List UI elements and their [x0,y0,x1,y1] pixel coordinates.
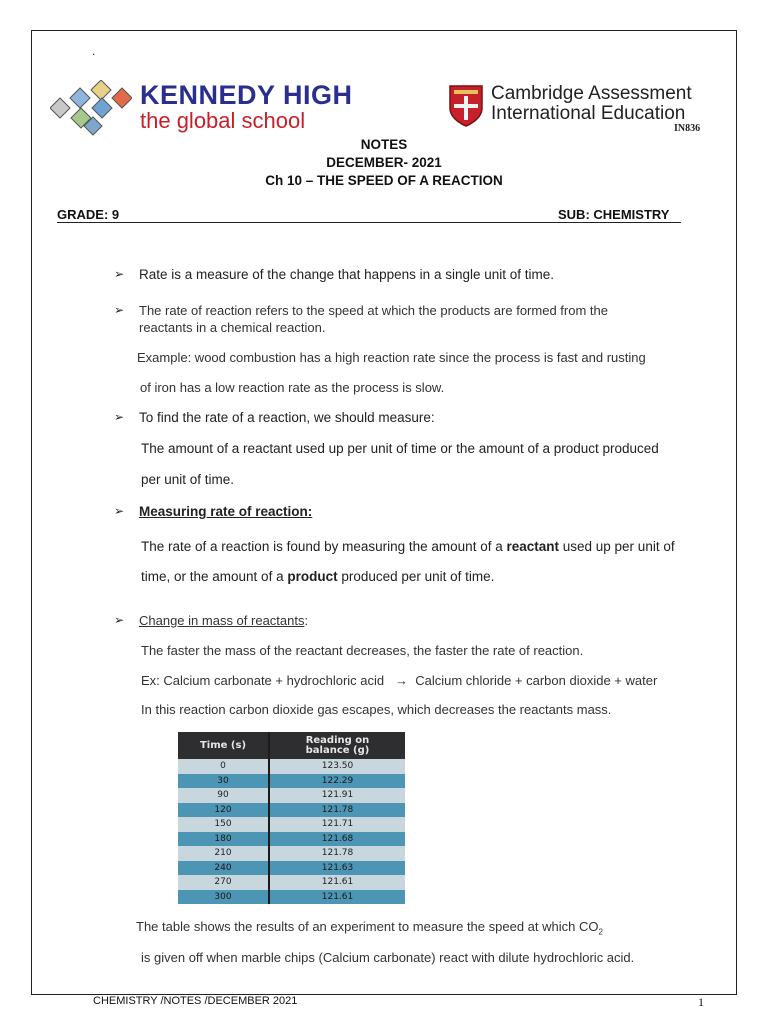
table-row [178,817,405,832]
table-row [178,890,405,905]
caption-line2: is given off when marble chips (Calcium carbonate) react with dilute hydrochloric acid. [141,950,635,965]
table-row [178,875,405,890]
measuring-rate-heading: Measuring rate of reaction: [139,504,313,519]
time-cell: 90 [178,788,269,803]
table-row [178,774,405,789]
example-line1: Example: wood combustion has a high reaction rate since the process is fast and rusting [137,350,646,365]
measuring-rate-line2: time, or the amount of a product produced per unit of time. [141,569,495,584]
time-cell: 240 [178,861,269,876]
bullet-arrow-icon: ➢ [114,303,125,317]
bullet-arrow-icon: ➢ [114,410,125,424]
board-code: IN836 [674,123,701,134]
reading-cell: 121.61 [269,875,405,890]
table-header-time: Time (s) [178,732,269,759]
kennedy-high-logo-icon [50,80,132,136]
school-name: KENNEDY HIGH [140,80,353,110]
reading-cell: 121.68 [269,832,405,847]
subject-label: SUB: CHEMISTRY [558,207,670,222]
table-row [178,788,405,803]
bullet-find-rate: To find the rate of a reaction, we should measure: [139,410,435,425]
page-number: 1 [698,995,704,1009]
board-name-line2: International Education [491,103,686,124]
table-row [178,861,405,876]
bullet-arrow-icon: ➢ [114,613,125,627]
bullet-rate-of-reaction-line2: reactants in a chemical reaction. [139,320,326,335]
bullet-arrow-icon: ➢ [114,267,125,281]
reading-cell: 121.78 [269,803,405,818]
measure-line2: per unit of time. [141,472,235,487]
mass-reading-table [178,732,405,904]
chapter-heading: Ch 10 – THE SPEED OF A REACTION [265,173,503,188]
bullet-arrow-icon: ➢ [114,504,125,518]
reaction-equation: Ex: Calcium carbonate + hydrochloric acid → Calcium chloride + carbon dioxide + water [141,673,658,688]
reading-cell: 121.78 [269,846,405,861]
board-name-line1: Cambridge Assessment [491,83,692,104]
cambridge-shield-icon [448,84,484,128]
bullet-rate-of-reaction-line1: The rate of reaction refers to the speed at which the products are formed from the [139,303,608,318]
time-cell: 300 [178,890,269,905]
change-in-mass-heading: Change in mass of reactants: [139,613,309,628]
bullet-rate-definition: Rate is a measure of the change that happens in a single unit of time. [139,267,555,282]
measuring-rate-line1: The rate of a reaction is found by measuring the amount of a reactant used up per unit of [141,539,675,554]
reading-cell: 121.71 [269,817,405,832]
date-heading: DECEMBER- 2021 [326,155,442,170]
time-cell: 210 [178,846,269,861]
measure-line1: The amount of a reactant used up per unit of time or the amount of a product produced [141,441,659,456]
reading-cell: 121.61 [269,890,405,905]
caption-line1: The table shows the results of an experiment to measure the speed at which $CO_2$ [136,919,603,937]
header-rule [57,222,681,223]
table-row [178,832,405,847]
time-cell: 30 [178,774,269,789]
product-bold: product [287,569,338,584]
table-header-row [178,732,405,759]
school-tagline: the global school [140,108,306,133]
reading-cell: 121.63 [269,861,405,876]
reading-cell: 121.91 [269,788,405,803]
reactant-bold: reactant [506,539,559,554]
stray-dot: . [92,44,96,58]
time-cell: 120 [178,803,269,818]
time-cell: 0 [178,759,269,774]
time-cell: 270 [178,875,269,890]
change-in-mass-line3: In this reaction carbon dioxide gas escapes, which decreases the reactants mass. [141,702,612,717]
table-row [178,846,405,861]
reading-cell: 122.29 [269,774,405,789]
time-cell: 180 [178,832,269,847]
example-line2: of iron has a low reaction rate as the process is slow. [140,380,445,395]
table-row [178,803,405,818]
footer-text: CHEMISTRY /NOTES /DECEMBER 2021 [93,995,298,1007]
grade-label: GRADE: 9 [57,207,120,222]
table-header-reading: Reading on balance (g) [269,732,405,759]
arrow-right-icon: → [394,673,408,688]
time-cell: 150 [178,817,269,832]
table-row [178,759,405,774]
change-in-mass-line1: The faster the mass of the reactant decreases, the faster the rate of reaction. [141,643,584,658]
notes-heading: NOTES [360,137,408,152]
reading-cell: 123.50 [269,759,405,774]
